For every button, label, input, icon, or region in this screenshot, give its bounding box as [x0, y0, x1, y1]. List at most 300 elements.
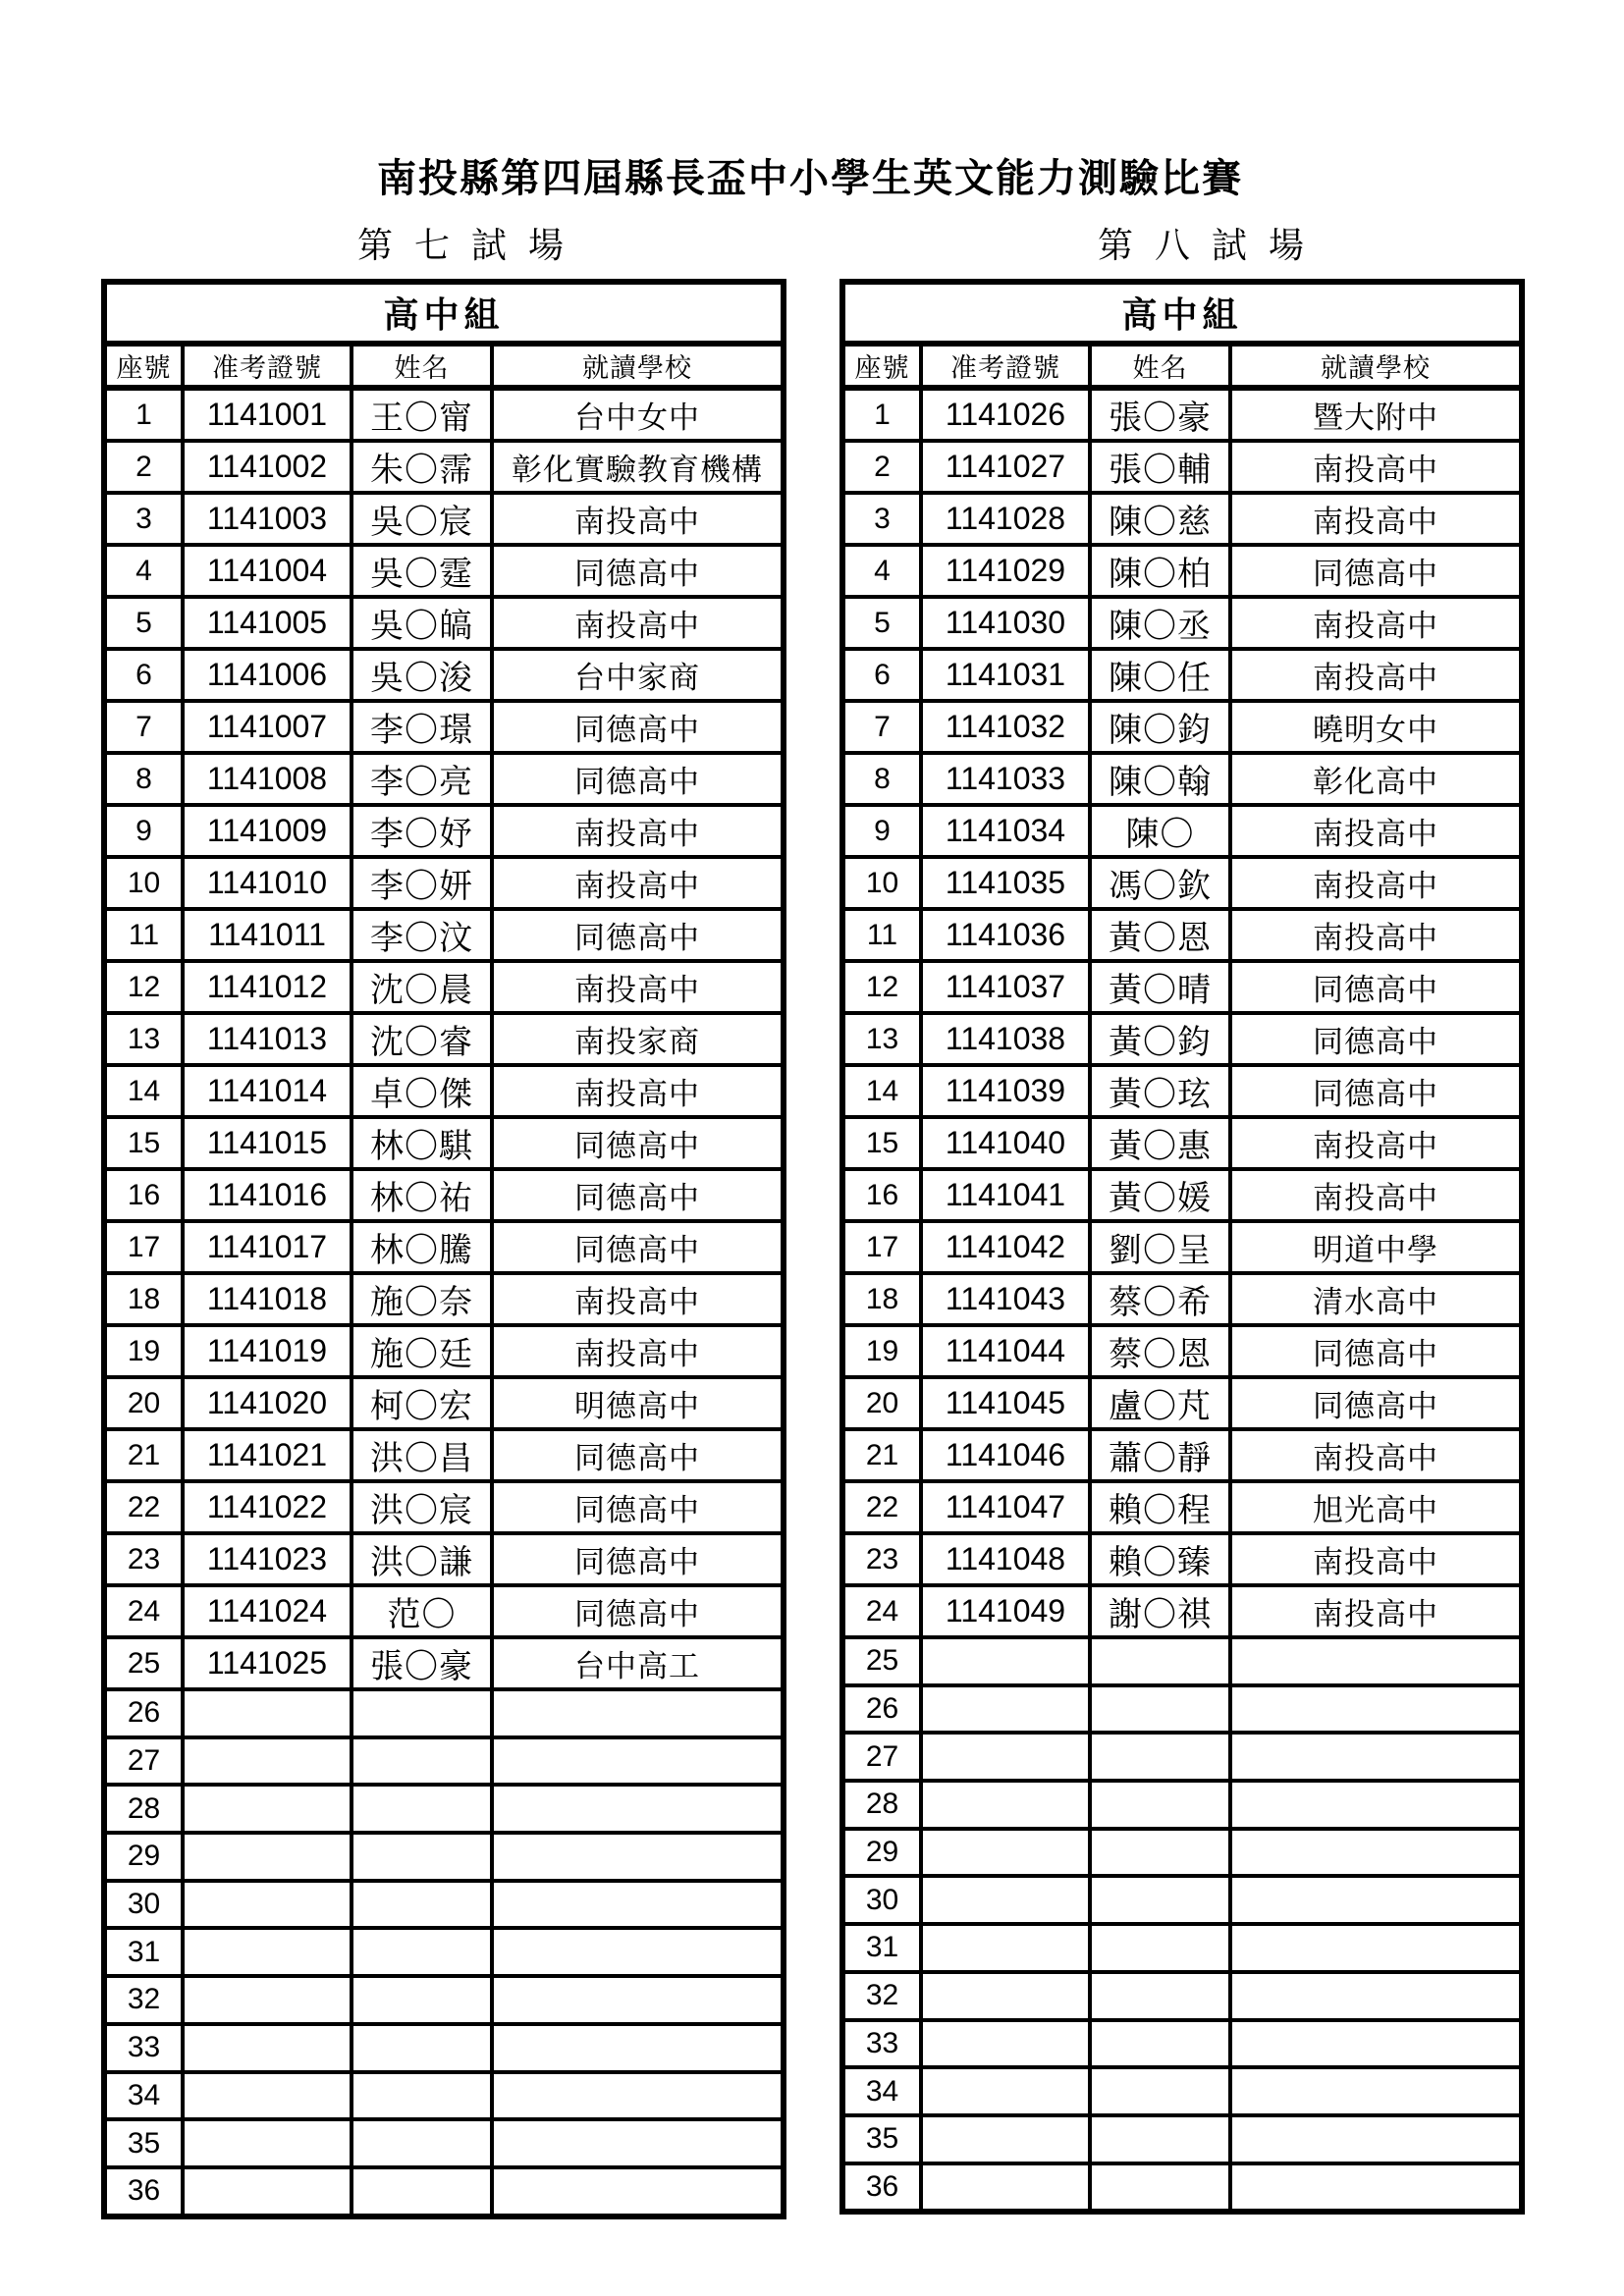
school-cell: 南投高中	[492, 1325, 784, 1377]
column-header-ticket: 准考證號	[183, 344, 352, 388]
name-cell: 李〇汶	[352, 909, 492, 961]
table-row	[104, 1833, 784, 1881]
table-row	[104, 2072, 784, 2120]
table-row	[842, 2067, 1522, 2115]
table-row	[104, 1928, 784, 1976]
name-cell: 李〇妍	[352, 857, 492, 909]
school-cell: 南投高中	[1230, 909, 1522, 961]
table-row	[842, 1585, 1522, 1637]
table-row	[104, 1881, 784, 1929]
ticket-cell: 1141003	[183, 493, 352, 545]
table-row	[842, 1972, 1522, 2020]
ticket-cell: 1141049	[921, 1585, 1090, 1637]
seat-cell: 29	[104, 1833, 183, 1881]
name-cell	[352, 1689, 492, 1737]
ticket-cell	[921, 1733, 1090, 1781]
name-cell: 卓〇傑	[352, 1065, 492, 1117]
ticket-cell: 1141042	[921, 1221, 1090, 1273]
school-cell: 南投高中	[1230, 857, 1522, 909]
table-row	[842, 388, 1522, 441]
ticket-cell	[921, 2115, 1090, 2163]
ticket-cell: 1141046	[921, 1429, 1090, 1481]
name-cell: 吳〇皜	[352, 597, 492, 649]
seat-cell: 26	[104, 1689, 183, 1737]
seat-cell: 31	[842, 1924, 921, 1972]
column-header-ticket: 准考證號	[921, 344, 1090, 388]
name-cell	[352, 1785, 492, 1833]
ticket-cell: 1141004	[183, 545, 352, 597]
name-cell	[1090, 1972, 1230, 2020]
school-cell: 明德高中	[492, 1377, 784, 1429]
seat-cell: 28	[104, 1785, 183, 1833]
table-row	[842, 1733, 1522, 1781]
school-cell: 同德高中	[492, 1169, 784, 1221]
school-cell: 彰化高中	[1230, 753, 1522, 805]
ticket-cell: 1141020	[183, 1377, 352, 1429]
ticket-cell: 1141034	[921, 805, 1090, 857]
ticket-cell: 1141007	[183, 701, 352, 753]
name-cell: 王〇甯	[352, 388, 492, 441]
school-cell: 同德高中	[492, 1585, 784, 1637]
table-row	[104, 805, 784, 857]
ticket-cell: 1141028	[921, 493, 1090, 545]
school-cell: 同德高中	[492, 753, 784, 805]
school-cell: 南投高中	[492, 597, 784, 649]
school-cell: 南投高中	[1230, 1117, 1522, 1169]
seat-cell: 27	[104, 1737, 183, 1786]
name-cell: 陳〇	[1090, 805, 1230, 857]
ticket-cell	[183, 2119, 352, 2167]
name-cell: 吳〇浚	[352, 649, 492, 701]
ticket-cell: 1141040	[921, 1117, 1090, 1169]
school-cell	[492, 1737, 784, 1786]
name-cell: 蔡〇希	[1090, 1273, 1230, 1325]
table-row	[842, 701, 1522, 753]
school-cell: 南投高中	[1230, 493, 1522, 545]
school-cell: 南投高中	[492, 961, 784, 1013]
seat-cell: 10	[842, 857, 921, 909]
name-cell: 沈〇睿	[352, 1013, 492, 1065]
ticket-cell	[183, 1928, 352, 1976]
name-cell	[1090, 1924, 1230, 1972]
school-cell	[492, 1785, 784, 1833]
name-cell: 施〇奈	[352, 1273, 492, 1325]
name-cell: 黃〇鈞	[1090, 1013, 1230, 1065]
table-row	[842, 1685, 1522, 1734]
room-label-7: 第七試場	[357, 225, 586, 265]
group-row	[842, 282, 1522, 344]
name-cell: 李〇妤	[352, 805, 492, 857]
seat-cell: 3	[104, 493, 183, 545]
ticket-cell: 1141023	[183, 1533, 352, 1585]
name-cell	[352, 2024, 492, 2072]
ticket-cell	[183, 2167, 352, 2216]
name-cell: 陳〇丞	[1090, 597, 1230, 649]
table-row	[842, 649, 1522, 701]
seat-cell: 5	[842, 597, 921, 649]
name-cell	[352, 1737, 492, 1786]
table-row	[842, 493, 1522, 545]
name-cell: 朱〇霈	[352, 441, 492, 493]
table-row	[842, 909, 1522, 961]
name-cell: 盧〇芃	[1090, 1377, 1230, 1429]
ticket-cell	[921, 1685, 1090, 1734]
group-title: 高中組	[842, 282, 1522, 344]
ticket-cell: 1141029	[921, 545, 1090, 597]
seat-cell: 13	[842, 1013, 921, 1065]
ticket-cell: 1141005	[183, 597, 352, 649]
school-cell: 南投高中	[492, 857, 784, 909]
seat-cell: 15	[104, 1117, 183, 1169]
table-row	[104, 1169, 784, 1221]
name-cell	[1090, 2163, 1230, 2213]
school-cell	[1230, 2067, 1522, 2115]
school-cell: 同德高中	[1230, 1065, 1522, 1117]
table-row	[842, 1117, 1522, 1169]
ticket-cell: 1141035	[921, 857, 1090, 909]
seat-cell: 24	[104, 1585, 183, 1637]
table-row	[104, 1117, 784, 1169]
name-cell: 黃〇媛	[1090, 1169, 1230, 1221]
name-cell	[1090, 1685, 1230, 1734]
table-row	[104, 649, 784, 701]
seat-cell: 16	[104, 1169, 183, 1221]
seat-cell: 10	[104, 857, 183, 909]
seat-cell: 11	[104, 909, 183, 961]
ticket-cell: 1141018	[183, 1273, 352, 1325]
table-row	[104, 1013, 784, 1065]
table-row	[842, 1429, 1522, 1481]
school-cell	[1230, 2115, 1522, 2163]
roster-table-room-8	[839, 279, 1525, 2215]
name-cell	[1090, 2067, 1230, 2115]
table-row	[104, 2167, 784, 2216]
school-cell	[1230, 1637, 1522, 1685]
table-row	[842, 1876, 1522, 1924]
table-row	[104, 1737, 784, 1786]
seat-cell: 34	[104, 2072, 183, 2120]
school-cell	[492, 1881, 784, 1929]
ticket-cell: 1141027	[921, 441, 1090, 493]
ticket-cell	[183, 1976, 352, 2024]
ticket-cell	[921, 1637, 1090, 1685]
table-row	[104, 1377, 784, 1429]
column-header-seat: 座號	[104, 344, 183, 388]
school-cell	[1230, 1781, 1522, 1829]
school-cell: 明道中學	[1230, 1221, 1522, 1273]
name-cell	[1090, 1637, 1230, 1685]
school-cell: 同德高中	[1230, 1377, 1522, 1429]
ticket-cell	[921, 1829, 1090, 1877]
ticket-cell: 1141017	[183, 1221, 352, 1273]
table-row	[104, 701, 784, 753]
table-row	[842, 1169, 1522, 1221]
seat-cell: 18	[842, 1273, 921, 1325]
name-cell: 陳〇慈	[1090, 493, 1230, 545]
school-cell: 同德高中	[1230, 1325, 1522, 1377]
seat-cell: 5	[104, 597, 183, 649]
seat-cell: 1	[842, 388, 921, 441]
table-row	[842, 1377, 1522, 1429]
name-cell: 吳〇霆	[352, 545, 492, 597]
ticket-cell	[183, 1881, 352, 1929]
school-cell	[1230, 2020, 1522, 2068]
column-header-name: 姓名	[1090, 344, 1230, 388]
seat-cell: 33	[842, 2020, 921, 2068]
ticket-cell: 1141011	[183, 909, 352, 961]
table-row	[842, 2163, 1522, 2213]
roster-table-room-7	[101, 279, 786, 2219]
ticket-cell: 1141009	[183, 805, 352, 857]
school-cell	[492, 1689, 784, 1737]
seat-cell: 8	[104, 753, 183, 805]
table-row	[104, 1221, 784, 1273]
school-cell: 南投高中	[1230, 597, 1522, 649]
seat-cell: 21	[842, 1429, 921, 1481]
seat-cell: 24	[842, 1585, 921, 1637]
school-cell: 南投高中	[1230, 649, 1522, 701]
table-row	[104, 961, 784, 1013]
school-cell	[1230, 1972, 1522, 2020]
column-header-school: 就讀學校	[492, 344, 784, 388]
table-row	[842, 857, 1522, 909]
ticket-cell: 1141047	[921, 1481, 1090, 1533]
seat-cell: 7	[842, 701, 921, 753]
school-cell	[492, 2167, 784, 2216]
ticket-cell	[183, 1689, 352, 1737]
school-cell: 同德高中	[492, 1481, 784, 1533]
school-cell	[492, 2119, 784, 2167]
table-row	[104, 1429, 784, 1481]
table-row	[104, 753, 784, 805]
name-cell	[1090, 2020, 1230, 2068]
table-row	[104, 1481, 784, 1533]
ticket-cell: 1141006	[183, 649, 352, 701]
ticket-cell: 1141013	[183, 1013, 352, 1065]
table-row	[842, 805, 1522, 857]
seat-cell: 14	[104, 1065, 183, 1117]
name-cell: 范〇	[352, 1585, 492, 1637]
name-cell: 沈〇晨	[352, 961, 492, 1013]
seat-cell: 36	[104, 2167, 183, 2216]
seat-cell: 17	[104, 1221, 183, 1273]
ticket-cell	[921, 1781, 1090, 1829]
school-cell: 南投高中	[1230, 441, 1522, 493]
name-cell: 賴〇臻	[1090, 1533, 1230, 1585]
seat-cell: 14	[842, 1065, 921, 1117]
ticket-cell: 1141026	[921, 388, 1090, 441]
group-title: 高中組	[104, 282, 784, 344]
table-row	[842, 1781, 1522, 1829]
school-cell	[492, 2072, 784, 2120]
name-cell: 張〇輔	[1090, 441, 1230, 493]
room-label-8: 第八試場	[1098, 225, 1326, 265]
table-row	[842, 1013, 1522, 1065]
table-row	[104, 597, 784, 649]
ticket-cell: 1141030	[921, 597, 1090, 649]
school-cell	[492, 1833, 784, 1881]
table-row	[842, 1637, 1522, 1685]
school-cell: 旭光高中	[1230, 1481, 1522, 1533]
ticket-cell: 1141041	[921, 1169, 1090, 1221]
school-cell: 南投高中	[492, 1065, 784, 1117]
ticket-cell: 1141024	[183, 1585, 352, 1637]
school-cell: 同德高中	[1230, 961, 1522, 1013]
seat-cell: 30	[842, 1876, 921, 1924]
seat-cell: 20	[104, 1377, 183, 1429]
name-cell	[352, 1833, 492, 1881]
name-cell: 蕭〇靜	[1090, 1429, 1230, 1481]
ticket-cell	[921, 1972, 1090, 2020]
name-cell: 林〇騰	[352, 1221, 492, 1273]
school-cell	[1230, 1733, 1522, 1781]
seat-cell: 6	[842, 649, 921, 701]
table-row	[104, 1065, 784, 1117]
ticket-cell	[183, 1833, 352, 1881]
table-row	[842, 2115, 1522, 2163]
ticket-cell: 1141031	[921, 649, 1090, 701]
ticket-cell: 1141014	[183, 1065, 352, 1117]
name-cell	[1090, 1733, 1230, 1781]
school-cell: 台中家商	[492, 649, 784, 701]
name-cell	[352, 1928, 492, 1976]
school-cell: 南投高中	[492, 493, 784, 545]
school-cell: 曉明女中	[1230, 701, 1522, 753]
ticket-cell	[921, 1876, 1090, 1924]
ticket-cell: 1141008	[183, 753, 352, 805]
ticket-cell: 1141015	[183, 1117, 352, 1169]
name-cell	[352, 2119, 492, 2167]
name-cell: 柯〇宏	[352, 1377, 492, 1429]
school-cell: 彰化實驗教育機構	[492, 441, 784, 493]
name-cell: 陳〇鈞	[1090, 701, 1230, 753]
name-cell: 謝〇祺	[1090, 1585, 1230, 1637]
name-cell	[352, 1881, 492, 1929]
name-cell: 賴〇程	[1090, 1481, 1230, 1533]
ticket-cell: 1141019	[183, 1325, 352, 1377]
ticket-cell: 1141021	[183, 1429, 352, 1481]
ticket-cell: 1141025	[183, 1637, 352, 1689]
seat-cell: 27	[842, 1733, 921, 1781]
school-cell: 南投高中	[1230, 1533, 1522, 1585]
table-row	[842, 1533, 1522, 1585]
table-row	[104, 388, 784, 441]
table-row	[842, 1325, 1522, 1377]
school-cell	[492, 2024, 784, 2072]
school-cell	[1230, 1829, 1522, 1877]
header-row	[104, 344, 784, 388]
name-cell	[352, 2167, 492, 2216]
seat-cell: 36	[842, 2163, 921, 2213]
ticket-cell	[183, 2072, 352, 2120]
school-cell: 同德高中	[492, 545, 784, 597]
seat-cell: 12	[104, 961, 183, 1013]
table-row	[842, 1273, 1522, 1325]
school-cell: 南投高中	[1230, 1169, 1522, 1221]
name-cell: 陳〇柏	[1090, 545, 1230, 597]
ticket-cell: 1141045	[921, 1377, 1090, 1429]
seat-cell: 9	[842, 805, 921, 857]
table-row	[104, 1976, 784, 2024]
ticket-cell	[183, 1737, 352, 1786]
school-cell: 南投高中	[1230, 1585, 1522, 1637]
school-cell: 同德高中	[492, 909, 784, 961]
ticket-cell: 1141016	[183, 1169, 352, 1221]
ticket-cell	[183, 2024, 352, 2072]
column-header-name: 姓名	[352, 344, 492, 388]
seat-cell: 21	[104, 1429, 183, 1481]
column-header-seat: 座號	[842, 344, 921, 388]
name-cell: 蔡〇恩	[1090, 1325, 1230, 1377]
seat-cell: 7	[104, 701, 183, 753]
table-row	[104, 1637, 784, 1689]
name-cell: 洪〇昌	[352, 1429, 492, 1481]
table-row	[104, 441, 784, 493]
name-cell: 黃〇恩	[1090, 909, 1230, 961]
name-cell: 洪〇宸	[352, 1481, 492, 1533]
name-cell: 黃〇晴	[1090, 961, 1230, 1013]
seat-cell: 17	[842, 1221, 921, 1273]
seat-cell: 26	[842, 1685, 921, 1734]
table-row	[104, 909, 784, 961]
seat-cell: 25	[104, 1637, 183, 1689]
name-cell: 陳〇翰	[1090, 753, 1230, 805]
seat-cell: 4	[842, 545, 921, 597]
school-cell: 同德高中	[1230, 1013, 1522, 1065]
name-cell	[1090, 1781, 1230, 1829]
school-cell: 南投家商	[492, 1013, 784, 1065]
table-row	[842, 597, 1522, 649]
seat-cell: 1	[104, 388, 183, 441]
name-cell: 李〇亮	[352, 753, 492, 805]
school-cell	[1230, 1924, 1522, 1972]
table-row	[104, 857, 784, 909]
ticket-cell: 1141036	[921, 909, 1090, 961]
name-cell: 劉〇呈	[1090, 1221, 1230, 1273]
ticket-cell	[921, 2163, 1090, 2213]
school-cell: 同德高中	[1230, 545, 1522, 597]
school-cell: 南投高中	[1230, 1429, 1522, 1481]
group-row	[104, 282, 784, 344]
ticket-cell	[183, 1785, 352, 1833]
ticket-cell	[921, 2020, 1090, 2068]
seat-cell: 28	[842, 1781, 921, 1829]
seat-cell: 25	[842, 1637, 921, 1685]
column-header-school: 就讀學校	[1230, 344, 1522, 388]
school-cell	[1230, 2163, 1522, 2213]
name-cell: 施〇廷	[352, 1325, 492, 1377]
seat-cell: 4	[104, 545, 183, 597]
seat-cell: 15	[842, 1117, 921, 1169]
school-cell	[1230, 1876, 1522, 1924]
page-title: 南投縣第四屆縣長盃中小學生英文能力測驗比賽	[377, 157, 1243, 200]
name-cell: 張〇豪	[352, 1637, 492, 1689]
seat-cell: 9	[104, 805, 183, 857]
school-cell	[1230, 1685, 1522, 1734]
seat-cell: 2	[104, 441, 183, 493]
seat-cell: 13	[104, 1013, 183, 1065]
name-cell	[352, 2072, 492, 2120]
seat-cell: 18	[104, 1273, 183, 1325]
school-cell: 同德高中	[492, 1533, 784, 1585]
seat-cell: 2	[842, 441, 921, 493]
name-cell	[1090, 2115, 1230, 2163]
school-cell: 清水高中	[1230, 1273, 1522, 1325]
seat-cell: 8	[842, 753, 921, 805]
name-cell: 林〇騏	[352, 1117, 492, 1169]
seat-cell: 29	[842, 1829, 921, 1877]
table-row	[842, 1221, 1522, 1273]
